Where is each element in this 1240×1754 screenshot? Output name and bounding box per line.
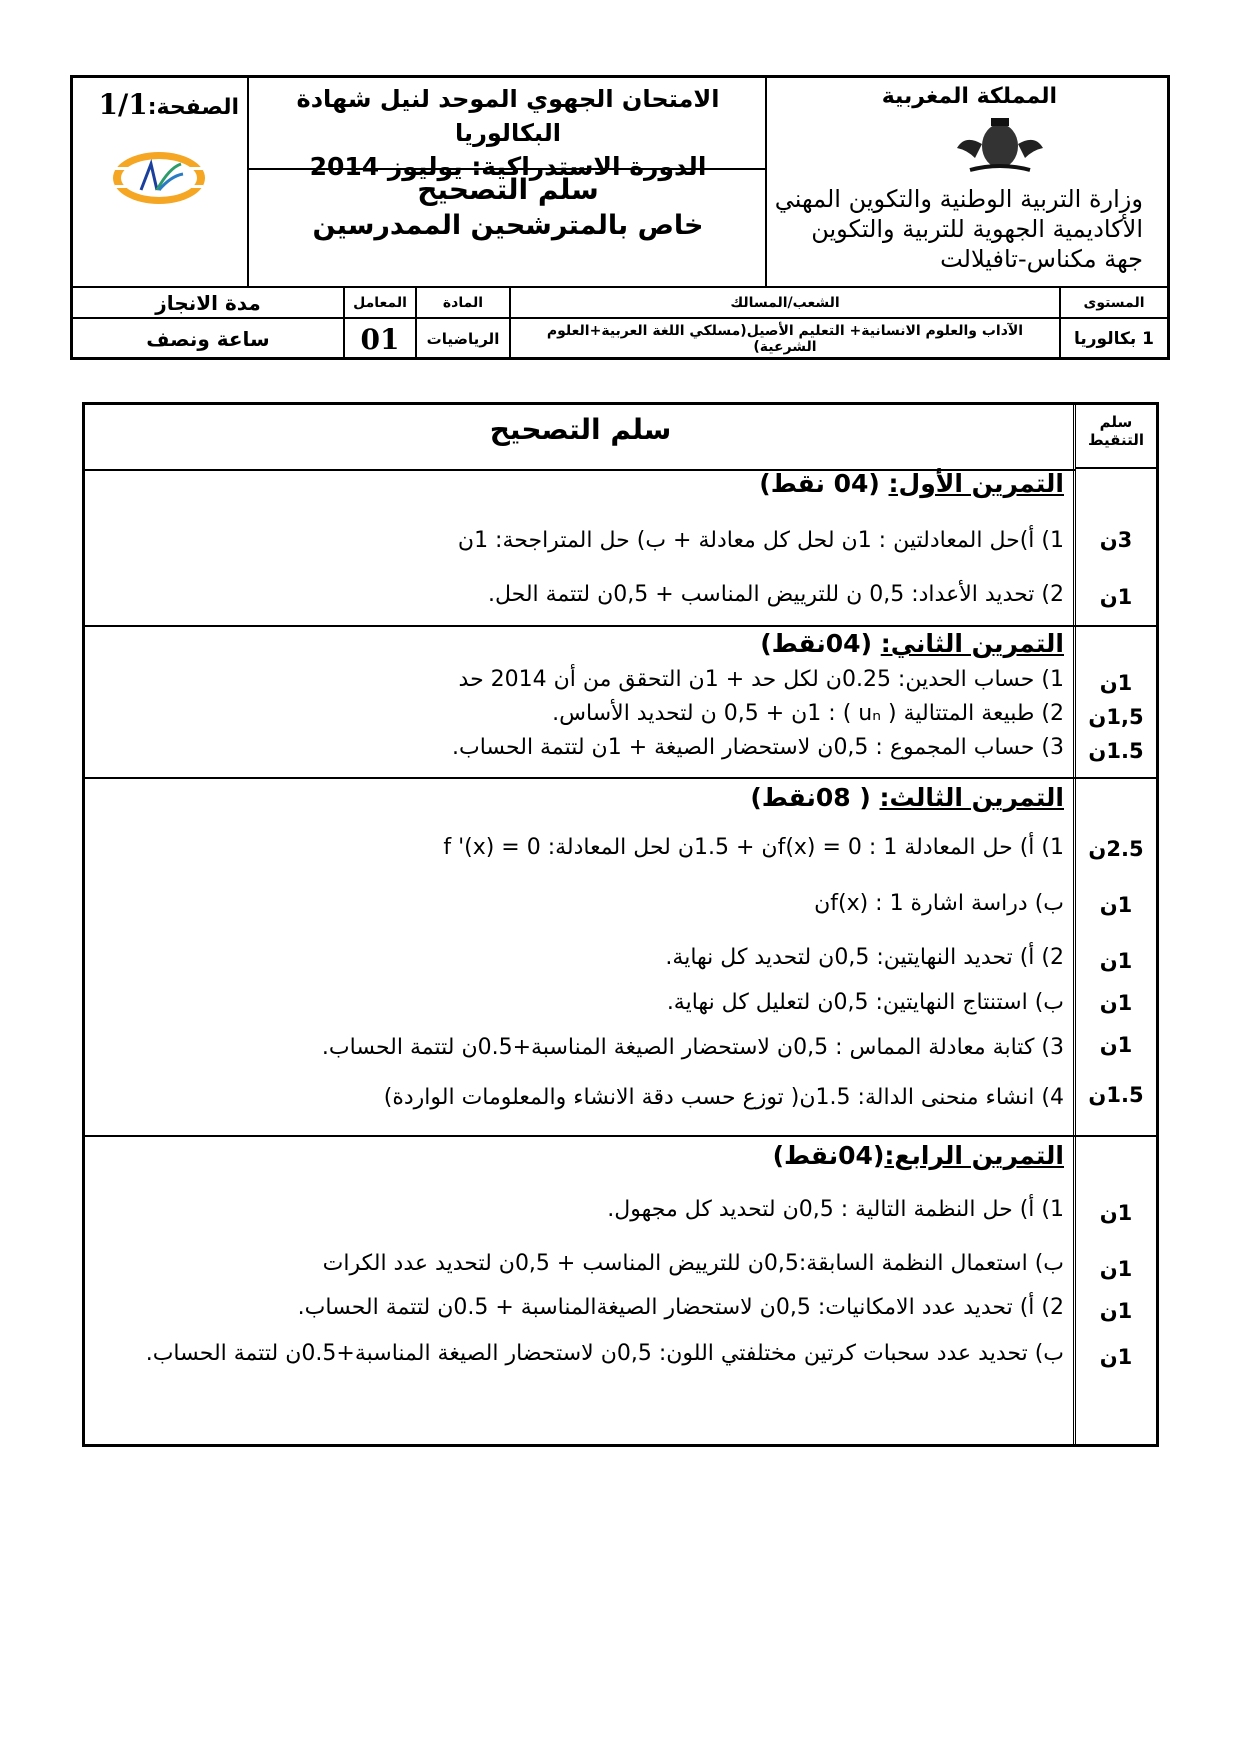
exercise-2-points: 1ن bbox=[1099, 671, 1133, 695]
exercise-4-line: ب) تحديد عدد سحبات كرتين مختلفتي اللون: 0,5ن لاستحضار الصيغة المناسبة+0.5ن لتتمة الحساب. bbox=[145, 1341, 1064, 1366]
ministry-block bbox=[765, 78, 1167, 288]
exercise-3-line: ب) دراسة اشارة f(x) : 1ن bbox=[814, 891, 1064, 916]
info-table bbox=[73, 286, 1167, 359]
page-number: 1/1 bbox=[98, 88, 148, 121]
page-label: الصفحة: bbox=[147, 95, 239, 120]
exercise-4-title: التمرين الرابع:(04نقط) bbox=[772, 1141, 1064, 1170]
session-label: الدورة الاستدراكية: يوليوز 2014 bbox=[309, 152, 707, 181]
exercise-1-points: 3ن bbox=[1099, 528, 1133, 552]
exercise-3-points: 1ن bbox=[1099, 1033, 1133, 1057]
exercise-3-line: 4) انشاء منحنى الدالة: 1.5ن( توزع حسب دقة الانشاء والمعلومات الواردة) bbox=[383, 1085, 1064, 1110]
subject-label: المادة bbox=[416, 288, 510, 318]
branches-value: الآداب والعلوم الانسانية+ التعليم الأصيل(مسلكي اللغة العربية+العلوم الشرعية) bbox=[510, 318, 1060, 359]
coefficient-label: المعامل bbox=[344, 288, 416, 318]
exercise-3-points: 1ن bbox=[1099, 949, 1133, 973]
academy-line: الأكاديمية الجهوية للتربية والتكوين bbox=[811, 215, 1143, 243]
ministry-lines bbox=[774, 184, 1143, 274]
duration-label: مدة الانجاز bbox=[73, 288, 344, 318]
exercise-2-line: 1) حساب الحدين: 0.25ن لكل حد + 1ن التحقق من أن 2014 حد bbox=[458, 667, 1064, 692]
exercise-3-line: ب) استنتاج النهايتين: 0,5ن لتعليل كل نهاية. bbox=[666, 990, 1064, 1015]
duration-value: ساعة ونصف bbox=[146, 327, 270, 351]
scale-title: سلم التصحيح bbox=[417, 173, 599, 206]
exercise-3-line: 1) أ) حل المعادلة f(x) = 0 : 1ن + 1.5ن لحل المعادلة: f '(x) = 0 bbox=[443, 835, 1064, 860]
exercise-2-points: 1,5ن bbox=[1088, 705, 1144, 729]
exam-header bbox=[70, 75, 1170, 360]
exercise-2-title: التمرين الثاني: (04نقط) bbox=[760, 629, 1064, 658]
page-block bbox=[73, 78, 249, 288]
royal-emblem-icon bbox=[945, 114, 1055, 174]
exercise-2-points: 1.5ن bbox=[1088, 739, 1144, 763]
exercise-2-line: 2) طبيعة المتتالية ( uₙ ) : 1ن + 0,5 ن لتحديد الأساس. bbox=[552, 701, 1064, 726]
exercise-4-line: ب) استعمال النظمة السابقة:0,5ن للترييض المناسب + 0,5ن لتحديد عدد الكرات bbox=[322, 1251, 1064, 1276]
exercise-3-line: 2) أ) تحديد النهايتين: 0,5ن لتحديد كل نهاية. bbox=[665, 945, 1064, 970]
exercise-1-title: التمرين الأول: (04 نقط) bbox=[759, 469, 1064, 498]
scale-subtitle: خاص بالمترشحين الممدرسين bbox=[312, 210, 704, 241]
level-value: 1 بكالوريا bbox=[1060, 318, 1167, 359]
grid-title: سلم التصحيح bbox=[85, 405, 1076, 471]
level-label: المستوى bbox=[1060, 288, 1167, 318]
exercise-3-points: 1ن bbox=[1099, 893, 1133, 917]
exercise-1-line: 2) تحديد الأعداد: 0,5 ن للترييض المناسب + 0,5ن لتتمة الحل. bbox=[487, 582, 1064, 607]
exercise-3-points: 1ن bbox=[1099, 991, 1133, 1015]
exercise-4-points: 1ن bbox=[1099, 1257, 1133, 1281]
exercise-3-points: 1.5ن bbox=[1088, 1083, 1144, 1107]
exercise-3-line: 3) كتابة معادلة المماس : 0,5ن لاستحضار الصيغة المناسبة+0.5ن لتتمة الحساب. bbox=[321, 1035, 1064, 1060]
region-line: جهة مكناس-تافيلالت bbox=[940, 245, 1143, 273]
exercise-2-line: 3) حساب المجموع : 0,5ن لاستحضار الصيغة + 1ن لتتمة الحساب. bbox=[452, 735, 1064, 760]
academy-logo-icon bbox=[111, 150, 207, 206]
kingdom-label: المملكة المغربية bbox=[881, 84, 1057, 109]
exercise-4-points: 1ن bbox=[1099, 1345, 1133, 1369]
subject-value: الرياضيات bbox=[416, 318, 510, 359]
scoring-grid bbox=[82, 402, 1159, 1447]
exercise-4-line: 2) أ) تحديد عدد الامكانيات: 0,5ن لاستحضار الصيغةالمناسبة + 0.5ن لتتمة الحساب. bbox=[297, 1295, 1064, 1320]
coefficient-value: 01 bbox=[344, 318, 416, 359]
branches-label: الشعب/المسالك bbox=[510, 288, 1060, 318]
exercise-4-line: 1) أ) حل النظمة التالية : 0,5ن لتحديد كل مجهول. bbox=[607, 1197, 1064, 1222]
exam-title-block bbox=[247, 78, 767, 288]
exercise-4-points: 1ن bbox=[1099, 1299, 1133, 1323]
exercise-1-line: 1) أ)حل المعادلتين : 1ن لحل كل معادلة + ب) حل المتراجحة: 1ن bbox=[457, 528, 1064, 553]
exercise-3-title: التمرين الثالث: ( 08نقط) bbox=[750, 783, 1064, 812]
exercise-1-points: 1ن bbox=[1099, 585, 1133, 609]
exercise-4-points: 1ن bbox=[1099, 1201, 1133, 1225]
score-column-header: سلم التنقيط bbox=[1076, 405, 1156, 469]
exam-title: الامتحان الجهوي الموحد لنيل شهادة البكالوريا bbox=[296, 85, 720, 147]
ministry-line: وزارة التربية الوطنية والتكوين المهني bbox=[774, 185, 1143, 213]
exercise-3-points: 2.5ن bbox=[1088, 837, 1144, 861]
